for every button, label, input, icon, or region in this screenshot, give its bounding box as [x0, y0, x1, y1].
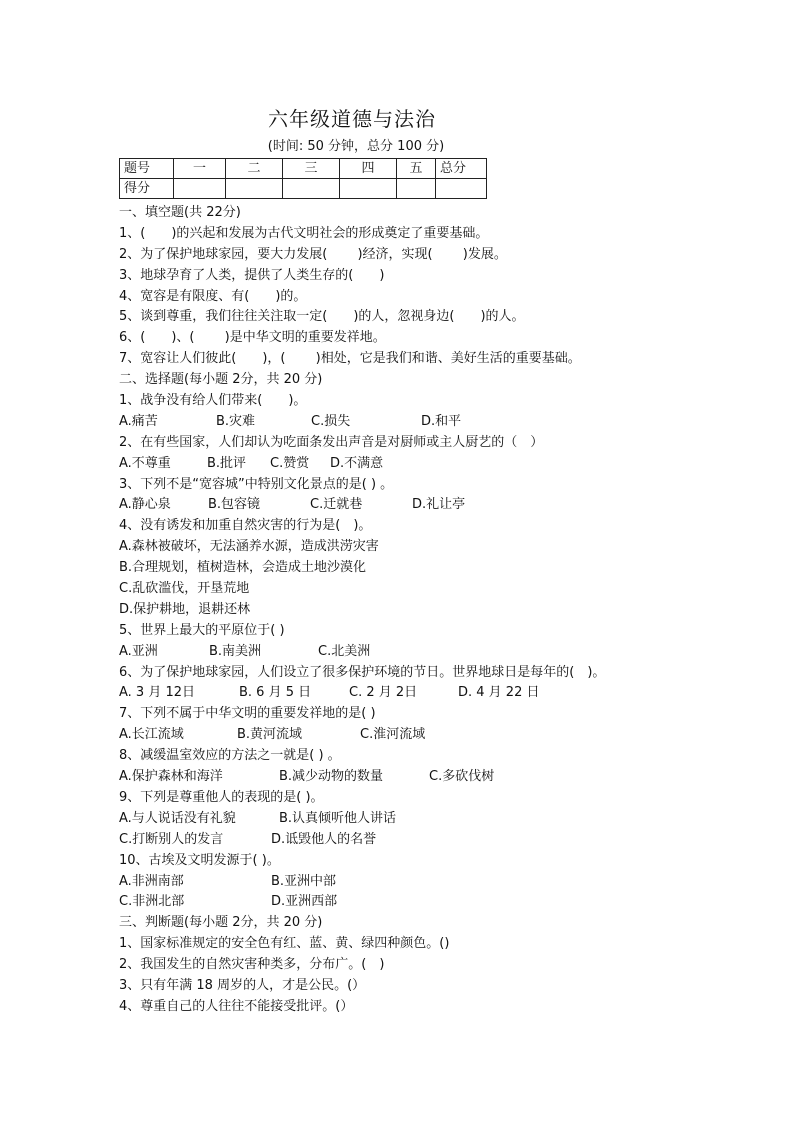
choice-option: A.亚洲 [119, 643, 158, 659]
fill-question: 7、宽容让人们彼此( )，( )相处，它是我们和谐、美好生活的重要基础。 [119, 351, 581, 367]
choice-option: D.不满意 [330, 455, 384, 471]
choice-options [119, 809, 759, 830]
choice-option: A.长江流域 [119, 727, 184, 743]
choice-option: C.淮河流域 [360, 727, 426, 743]
choice-options [119, 767, 759, 788]
fill-question: 5、谈到尊重，我们往往关注取一定( )的人，忽视身边( )的人。 [119, 309, 525, 325]
score-cell-section-1: 一 [174, 159, 226, 179]
choice-question: 10、古埃及文明发源于( )。 [119, 852, 280, 868]
fill-question: 3、地球孕育了人类，提供了人类生存的( ) [119, 267, 385, 283]
choice-option: C.北美洲 [318, 643, 371, 659]
choice-option: D. 4 月 22 日 [458, 685, 540, 701]
choice-option: A.不尊重 [119, 455, 171, 471]
score-input-cell [174, 179, 226, 199]
score-cell-section-2: 二 [226, 159, 283, 179]
choice-option: B.合理规划，植树造林，会造成土地沙漠化 [119, 560, 367, 576]
choice-option: B.南美洲 [209, 643, 262, 659]
score-cell-label: 题号 [120, 159, 174, 179]
choice-question: 1、战争没有给人们带来( )。 [119, 393, 307, 409]
judge-question: 2、我国发生的自然灾害种类多，分布广。( ) [119, 957, 385, 973]
choice-option: C. 2 月 2日 [349, 685, 418, 701]
choice-option: B.灾难 [216, 413, 256, 429]
fill-question: 6、( )、( )是中华文明的重要发祥地。 [119, 330, 386, 346]
score-input-cell [397, 179, 436, 199]
choice-option: C.非洲北部 [119, 894, 185, 910]
choice-option: D.诋毁他人的名誉 [271, 831, 377, 847]
choice-option: C.乱砍滥伐，开垦荒地 [119, 581, 250, 597]
choice-option: C.损失 [311, 413, 351, 429]
choice-option: C.多砍伐树 [429, 769, 495, 785]
choice-question: 9、下列是尊重他人的表现的是( )。 [119, 789, 324, 805]
choice-options [119, 872, 759, 893]
choice-option: A.保护森林和海洋 [119, 769, 223, 785]
choice-option: C.迁就巷 [310, 497, 363, 513]
choice-option: D.亚洲西部 [271, 894, 338, 910]
fill-question: 4、宽容是有限度、有( )的。 [119, 288, 307, 304]
choice-option: D.礼让亭 [412, 497, 466, 513]
exam-content [119, 203, 759, 1018]
score-cell-section-5: 五 [397, 159, 436, 179]
choice-question: 6、为了保护地球家园，人们设立了很多保护环境的节日。世界地球日是每年的( )。 [119, 664, 606, 680]
section-heading-judge: 三、判断题(每小题 2分，共 20 分) [119, 915, 323, 931]
choice-option: C.赞赏 [270, 455, 310, 471]
score-table-score-row [120, 179, 487, 199]
choice-options [119, 412, 759, 433]
choice-option: B.黄河流域 [237, 727, 303, 743]
choice-option: A.森林被破坏，无法涵养水源，造成洪涝灾害 [119, 539, 379, 555]
choice-option: B.包容镜 [208, 497, 261, 513]
choice-option: D.和平 [421, 413, 462, 429]
fill-question: 1、( )的兴起和发展为古代文明社会的形成奠定了重要基础。 [119, 225, 489, 241]
score-input-cell [226, 179, 283, 199]
page-title: 六年级道德与法治 [268, 107, 436, 131]
choice-question: 7、下列不属于中华文明的重要发祥地的是( ) [119, 706, 376, 722]
choice-options [119, 892, 759, 913]
score-input-cell [340, 179, 397, 199]
choice-question: 2、在有些国家，人们却认为吃面条发出声音是对厨师或主人厨艺的（ ） [119, 434, 544, 450]
choice-option: C.打断别人的发言 [119, 831, 224, 847]
choice-options [119, 495, 759, 516]
choice-option: A.痛苦 [119, 413, 158, 429]
choice-option: A.非洲南部 [119, 873, 184, 889]
choice-options [119, 683, 759, 704]
choice-option: B.亚洲中部 [271, 873, 337, 889]
fill-question: 2、为了保护地球家园，要大力发展( )经济，实现( )发展。 [119, 246, 507, 262]
exam-time-info: (时间: 50 分钟，总分 100 分) [267, 139, 445, 154]
score-input-cell [436, 179, 487, 199]
score-cell-section-3: 三 [283, 159, 340, 179]
section-heading-fill: 一、填空题(共 22分) [119, 205, 241, 220]
choice-option: A. 3 月 12日 [119, 685, 196, 701]
choice-option: A.静心泉 [119, 497, 171, 513]
choice-options [119, 830, 759, 851]
choice-option: B. 6 月 5 日 [239, 685, 312, 701]
score-table-header-row [120, 159, 487, 179]
choice-option: B.批评 [207, 455, 247, 471]
choice-option: B.认真倾听他人讲话 [279, 810, 397, 826]
choice-question: 5、世界上最大的平原位于( ) [119, 622, 285, 638]
choice-options [119, 725, 759, 746]
score-input-cell [283, 179, 340, 199]
choice-option: B.减少动物的数量 [279, 769, 384, 785]
score-cell-section-4: 四 [340, 159, 397, 179]
score-table [119, 158, 487, 199]
choice-option: D.保护耕地，退耕还林 [119, 601, 251, 617]
judge-question: 4、尊重自己的人往往不能接受批评。(） [119, 998, 354, 1014]
choice-question: 4、没有诱发和加重自然灾害的行为是( )。 [119, 518, 372, 534]
score-row-label: 得分 [120, 179, 174, 199]
judge-question: 1、国家标准规定的安全色有红、蓝、黄、绿四种颜色。() [119, 936, 450, 952]
score-cell-total: 总分 [436, 159, 487, 179]
section-heading-choice: 二、选择题(每小题 2分，共 20 分) [119, 372, 323, 388]
choice-options [119, 642, 759, 663]
judge-question: 3、只有年满 18 周岁的人，才是公民。(） [119, 977, 366, 993]
choice-question: 3、下列不是“宽容城”中特别文化景点的是( ) 。 [119, 476, 394, 492]
choice-question: 8、减缓温室效应的方法之一就是( ) 。 [119, 748, 341, 764]
choice-options [119, 454, 759, 475]
choice-option: A.与人说话没有礼貌 [119, 810, 236, 826]
